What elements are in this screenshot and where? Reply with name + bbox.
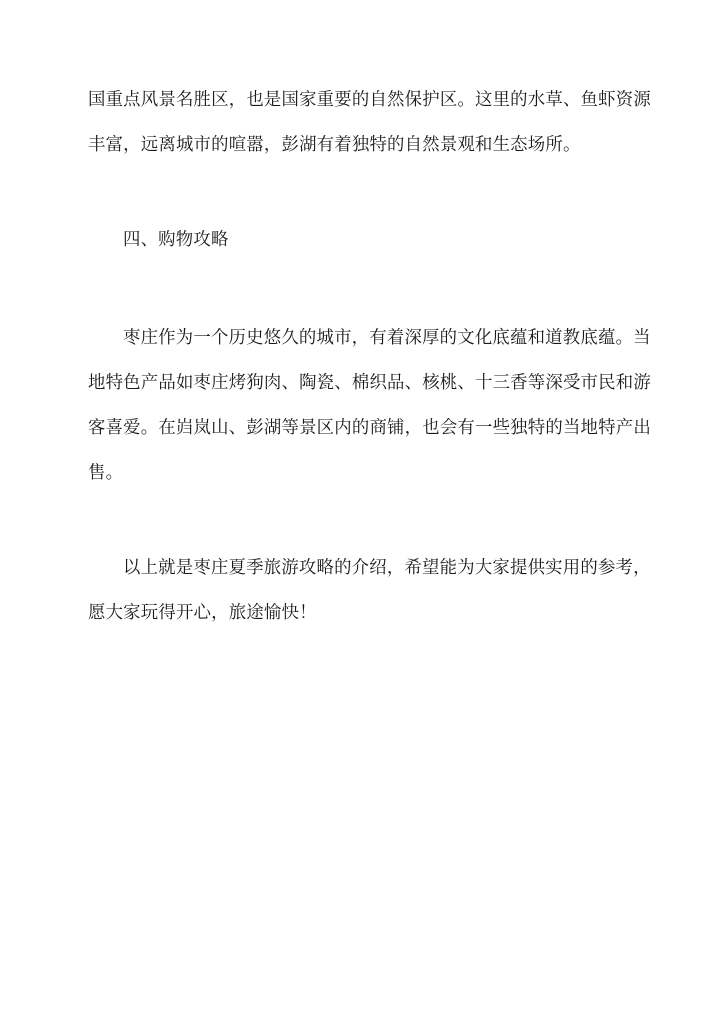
paragraph-line: 以上就是枣庄夏季旅游攻略的介绍，希望能为大家提供实用的参考，	[123, 558, 651, 578]
paragraph-line: 愿大家玩得开心，旅途愉快！	[88, 603, 317, 623]
shopping-paragraph	[88, 316, 651, 496]
paragraph-line: 国重点风景名胜区，也是国家重要的自然保护区。这里的水草、鱼虾资源	[88, 90, 651, 110]
paragraph-line: 客喜爱。在岿岚山、彭湖等景区内的商铺，也会有一些独特的当地特产出	[88, 418, 651, 438]
section-heading: 四、购物攻略	[123, 230, 229, 250]
shopping-section-heading-block	[88, 218, 633, 263]
paragraph-line: 售。	[88, 463, 124, 483]
paragraph-line: 枣庄作为一个历史悠久的城市，有着深厚的文化底蕴和道教底蕴。当	[123, 328, 651, 348]
scenic-area-paragraph	[88, 78, 651, 168]
paragraph-line: 地特色产品如枣庄烤狗肉、陶瓷、棉织品、核桃、十三香等深受市民和游	[88, 373, 651, 393]
conclusion-paragraph	[88, 546, 651, 636]
paragraph-line: 丰富，远离城市的喧嚣，彭湖有着独特的自然景观和生态场所。	[88, 135, 581, 155]
